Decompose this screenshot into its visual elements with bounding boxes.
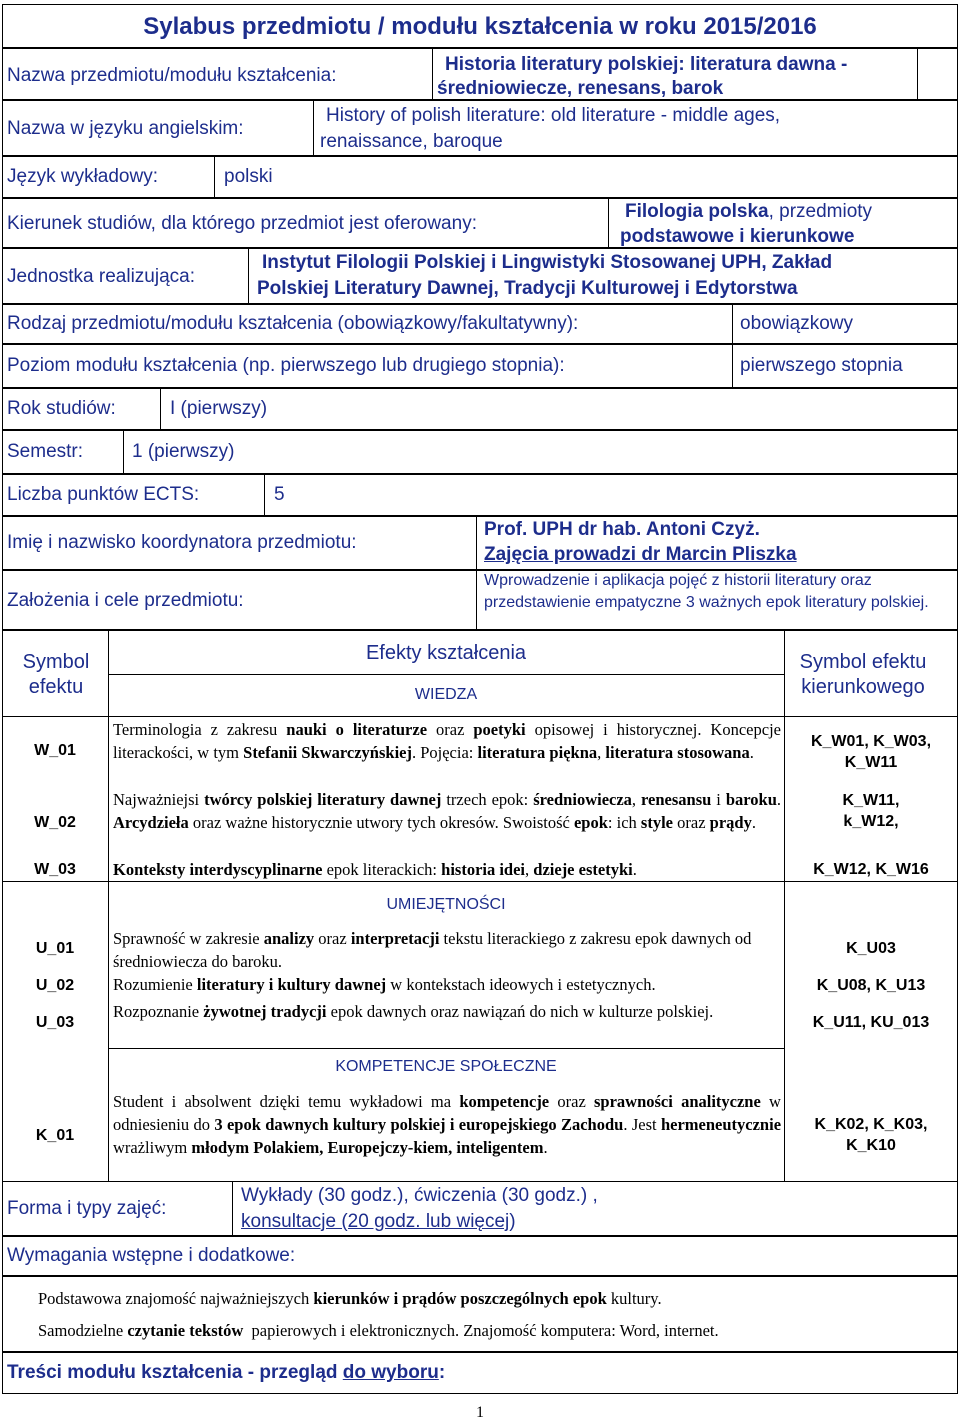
u02-text: Rozumienie literatury i kultury dawnej w kontekstach ideowych i estetycznych. xyxy=(113,975,656,994)
poziom-label: Poziom modułu kształcenia (np. pierwszego lub drugiego stopnia): xyxy=(7,355,565,376)
tresci-label-1: Treści modułu kształcenia - przegląd xyxy=(7,1362,343,1383)
w02-symbol: W_02 xyxy=(34,814,76,831)
semestr-value: 1 (pierwszy) xyxy=(132,441,235,462)
forma-label: Forma i typy zajęć: xyxy=(7,1198,167,1219)
poziom-value: pierwszego stopnia xyxy=(740,355,903,376)
u03-symbol: U_03 xyxy=(35,1014,75,1031)
koord-value-2: Zajęcia prowadzi dr Marcin Pliszka xyxy=(484,544,797,565)
forma-value-1: Wykłady (30 godz.), ćwiczenia (30 godz.) , xyxy=(241,1185,598,1206)
section-umiejetnosci: UMIEJĘTNOŚCI xyxy=(386,896,506,913)
u03-kier: K_U11, KU_013 xyxy=(812,1014,930,1031)
tresci-label-2: do wyboru xyxy=(342,1362,439,1383)
wymagania-line-1: Podstawowa znajomość najważniejszych kierunków i prądów poszczególnych epok kultury. xyxy=(38,1289,662,1308)
w03-text: Konteksty interdyscyplinarne epok literackich: historia idei, dzieje estetyki. xyxy=(113,860,637,879)
jednostka-value-2: Polskiej Literatury Dawnej, Tradycji Kulturowej i Edytorstwa xyxy=(257,278,798,299)
w01-text: Terminologia z zakresu nauki o literaturze oraz poetyki opisowej i historycznej. Koncepcje literackości, w tym Stefanii Skwarczyńskiej. Pojęcia: literatura piękna, literatura stosowana. xyxy=(113,720,781,762)
section-kompetencje: KOMPETENCJE SPOŁECZNE xyxy=(335,1058,557,1075)
u01-symbol: U_01 xyxy=(35,940,75,957)
u01-text: Sprawność w zakresie analizy oraz interpretacji tekstu literackiego z zakresu epok dawnych od średniowiecza do baroku. xyxy=(113,929,752,971)
kierunek-value-1 xyxy=(625,201,872,223)
w02-kier-2: k_W12, xyxy=(843,813,899,830)
forma-value-2a: konsultacje (20 godz. lub więcej xyxy=(241,1211,510,1232)
k01-text: Student i absolwent dzięki temu wykładowi ma kompetencje oraz sprawności analityczne w odniesieniu do 3 epok dawnych kultury polskiej i europejskiego Zachodu. Jest hermeneutycznie wrażliwym młodym Polakiem, Europejczy-kiem, inteligentem. xyxy=(113,1092,782,1157)
u02-symbol: U_02 xyxy=(35,977,75,994)
section-wiedza: WIEDZA xyxy=(414,686,478,703)
nazwa-label: Nazwa przedmiotu/modułu kształcenia: xyxy=(7,65,337,86)
u01-kier: K_U03 xyxy=(846,940,896,957)
w03-kier: K_W12, K_W16 xyxy=(813,861,929,878)
wymagania-line-2: Samodzielne czytanie tekstów papierowych i elektronicznych. Znajomość komputera: Word, internet. xyxy=(38,1321,719,1340)
u03-text: Rozpoznanie żywotnej tradycji epok dawnych oraz nawiązań do nich w kulturze polskiej. xyxy=(113,1002,714,1021)
rodzaj-label: Rodzaj przedmiotu/modułu kształcenia (obowiązkowy/fakultatywny): xyxy=(7,313,579,334)
wymagania-label: Wymagania wstępne i dodatkowe: xyxy=(7,1245,296,1266)
page-title: Sylabus przedmiotu / modułu kształcenia w roku 2015/2016 xyxy=(143,13,817,40)
w03-symbol: W_03 xyxy=(34,861,76,878)
koord-value-1: Prof. UPH dr hab. Antoni Czyż. xyxy=(484,519,760,540)
cele-label: Założenia i cele przedmiotu: xyxy=(7,590,244,611)
nazwa-value-2: średniowiecze, renesans, barok xyxy=(437,78,724,99)
rok-label: Rok studiów: xyxy=(7,398,116,419)
w01-kier-1: K_W01, K_W03, xyxy=(810,733,932,750)
rodzaj-value: obowiązkowy xyxy=(740,313,853,334)
ang-value-1: History of polish literature: old literature - middle ages, xyxy=(326,105,781,126)
ang-label: Nazwa w języku angielskim: xyxy=(7,118,244,139)
page-number: 1 xyxy=(476,1404,484,1421)
jezyk-label: Język wykładowy: xyxy=(7,166,158,187)
w02-text: Najważniejsi twórcy polskiej literatury dawnej trzech epok: średniowiecza, renesansu i baroku. Arcydzieła oraz ważne historycznie utwory tych okresów. Swoistość epok: ich style oraz prądy. xyxy=(113,790,781,832)
jednostka-value-1: Instytut Filologii Polskiej i Lingwistyki Stosowanej UPH, Zakład xyxy=(262,252,833,273)
k01-symbol: K_01 xyxy=(35,1127,75,1144)
jezyk-value: polski xyxy=(224,166,273,187)
kierunek-value-2: podstawowe i kierunkowe xyxy=(620,226,855,247)
w01-kier-2: K_W11 xyxy=(844,754,898,771)
forma-value-2 xyxy=(241,1211,516,1233)
tresci-label xyxy=(7,1362,445,1384)
kierunek-value-1b: , przedmioty xyxy=(768,201,873,222)
koord-label: Imię i nazwisko koordynatora przedmiotu: xyxy=(7,532,357,553)
ects-label: Liczba punktów ECTS: xyxy=(7,484,200,505)
rok-row xyxy=(2,388,958,430)
ects-value: 5 xyxy=(274,484,285,505)
u02-kier: K_U08, K_U13 xyxy=(816,977,926,994)
tresci-label-3: : xyxy=(438,1362,446,1383)
k01-kier-2: K_K10 xyxy=(846,1137,896,1154)
header-kierunkowy: Symbol efektu kierunkowego xyxy=(799,651,927,698)
kierunek-value-1a: Filologia polska xyxy=(625,201,769,222)
k01-kier-1: K_K02, K_K03, xyxy=(814,1116,928,1133)
semestr-label: Semestr: xyxy=(7,441,84,462)
cele-value: Wprowadzenie i aplikacja pojęć z historii literatury oraz przedstawienie empatyczne 3 ważnych epok literatury polskiej. xyxy=(484,572,929,611)
kierunek-label: Kierunek studiów, dla którego przedmiot jest oferowany: xyxy=(7,213,477,234)
rok-value: I (pierwszy) xyxy=(170,398,268,419)
w02-kier-1: K_W11, xyxy=(842,792,900,809)
jednostka-label: Jednostka realizująca: xyxy=(7,266,195,287)
header-efekty: Efekty kształcenia xyxy=(365,642,527,664)
header-symbol: Symbol efektu xyxy=(22,651,90,698)
ang-value-2: renaissance, baroque xyxy=(320,131,503,152)
nazwa-value-1: Historia literatury polskiej: literatura dawna - xyxy=(445,54,848,75)
forma-value-2b: ) xyxy=(509,1211,516,1232)
w01-symbol: W_01 xyxy=(34,742,76,759)
